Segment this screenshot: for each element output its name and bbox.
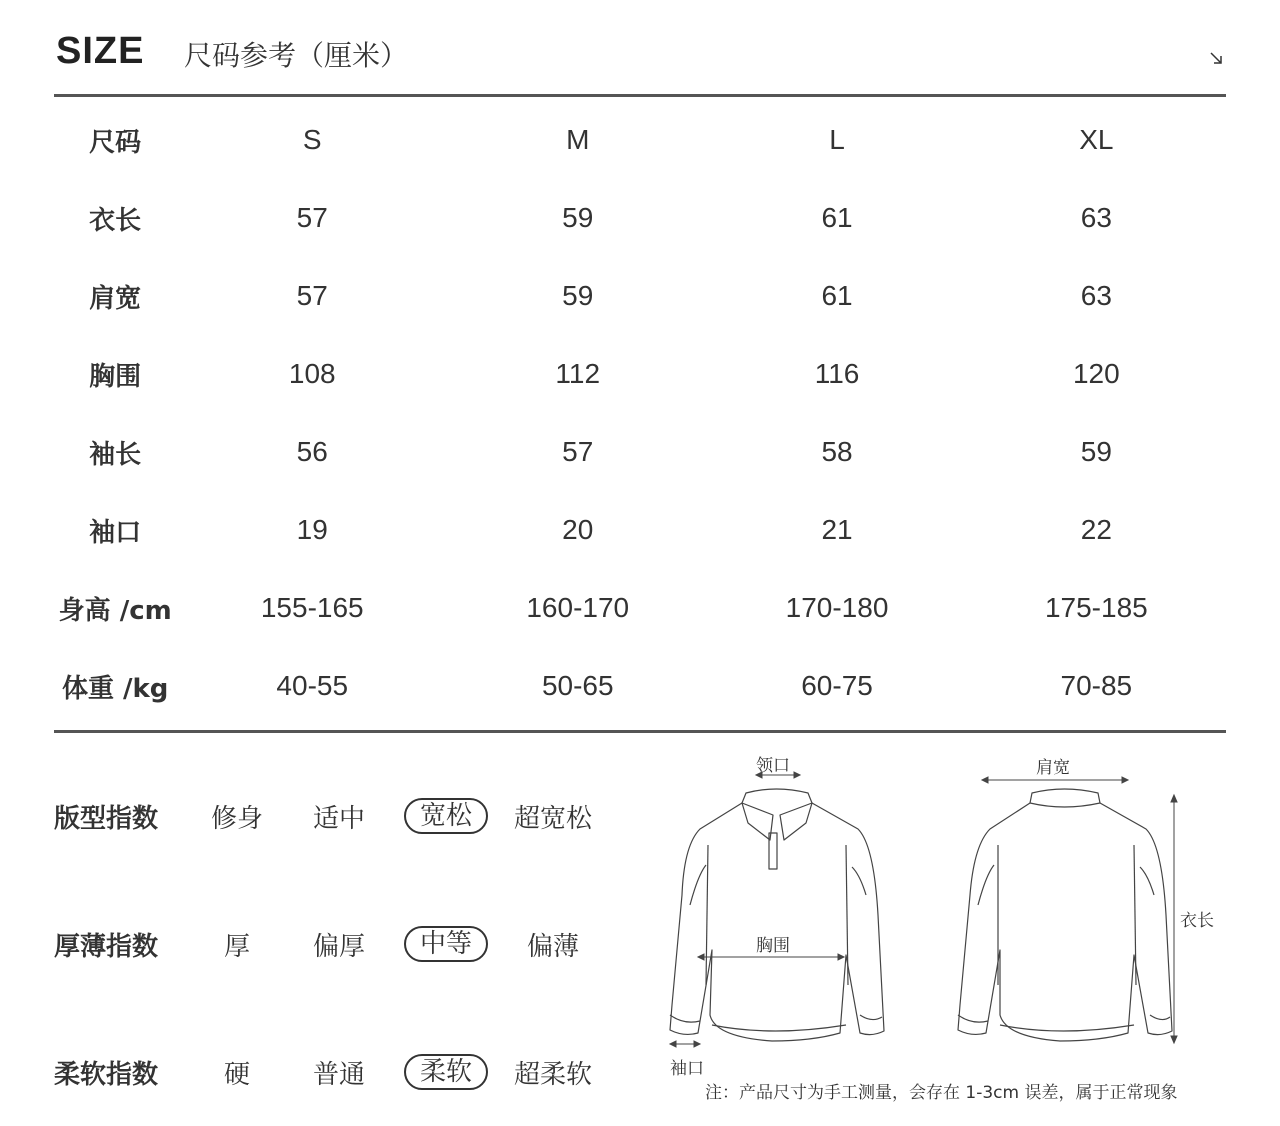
row-label: 肩宽 — [89, 283, 142, 314]
table-row — [54, 647, 1226, 725]
index-option: 适中 — [312, 804, 365, 834]
index-row — [54, 912, 614, 972]
index-row — [54, 784, 614, 844]
table-cell: 116 — [814, 358, 860, 389]
measurement-note: 注：产品尺寸为手工测量，会存在 1-3cm 误差，属于正常现象 — [705, 1083, 1178, 1103]
middle-divider — [54, 730, 1226, 733]
header-cell-size: L — [829, 124, 845, 155]
row-label: 袖长 — [89, 439, 142, 470]
header-cell-label: 尺码 — [89, 127, 142, 158]
shoulder-label: 肩宽 — [1036, 758, 1070, 778]
table-cell: 57 — [562, 436, 594, 467]
header-cell-size: XL — [1079, 124, 1114, 155]
table-cell: 61 — [821, 202, 853, 233]
index-option-selected: 柔软 — [404, 1054, 488, 1090]
index-label: 版型指数 — [54, 804, 159, 834]
table-cell: 20 — [562, 514, 594, 545]
table-cell: 50-65 — [541, 670, 614, 701]
table-row — [54, 413, 1226, 491]
index-row — [54, 1040, 614, 1100]
index-option-selected: 宽松 — [404, 798, 488, 834]
size-reference-subtitle: 尺码参考（厘米） — [184, 39, 409, 72]
table-cell: 63 — [1080, 202, 1112, 233]
length-label: 衣长 — [1180, 911, 1214, 931]
index-option: 偏厚 — [312, 932, 365, 962]
table-cell: 57 — [296, 280, 328, 311]
header — [56, 28, 1226, 78]
table-cell: 40-55 — [276, 670, 349, 701]
collar-label: 领口 — [756, 756, 790, 776]
table-cell: 60-75 — [801, 670, 873, 701]
table-cell: 70-85 — [1060, 670, 1133, 701]
table-cell: 63 — [1080, 280, 1112, 311]
row-label: 衣长 — [89, 205, 142, 236]
table-cell: 58 — [821, 436, 853, 467]
table-cell: 155-165 — [260, 592, 364, 623]
polo-sweatshirt-illustration — [660, 745, 1260, 1115]
index-option: 超柔软 — [513, 1060, 592, 1090]
row-label: 体重 /kg — [61, 673, 169, 704]
table-cell: 19 — [296, 514, 328, 545]
index-option: 硬 — [223, 1060, 250, 1090]
table-cell: 112 — [555, 358, 601, 389]
index-option: 修身 — [210, 804, 263, 834]
index-option: 厚 — [223, 932, 250, 962]
index-option: 偏薄 — [526, 932, 579, 962]
row-label: 身高 /cm — [58, 595, 172, 626]
table-cell: 61 — [821, 280, 853, 311]
table-row — [54, 569, 1226, 647]
table-row — [54, 335, 1226, 413]
index-label: 柔软指数 — [54, 1060, 159, 1090]
table-cell: 120 — [1072, 358, 1120, 389]
table-row — [54, 179, 1226, 257]
index-option-selected: 中等 — [404, 926, 488, 962]
table-cell: 56 — [296, 436, 328, 467]
table-cell: 108 — [288, 358, 336, 389]
table-cell: 59 — [1080, 436, 1112, 467]
garment-diagram — [660, 745, 1260, 1115]
header-cell-size: M — [566, 124, 590, 155]
index-label: 厚薄指数 — [54, 932, 159, 962]
brand-title: SIZE — [56, 30, 145, 72]
top-divider — [54, 94, 1226, 97]
table-cell: 57 — [296, 202, 328, 233]
chest-label: 胸围 — [756, 936, 790, 956]
table-cell: 175-185 — [1044, 592, 1148, 623]
index-option: 超宽松 — [513, 804, 592, 834]
row-label: 胸围 — [89, 361, 142, 392]
table-header-row — [54, 101, 1226, 179]
table-row — [54, 257, 1226, 335]
table-cell: 21 — [821, 514, 853, 545]
table-cell: 22 — [1080, 514, 1112, 545]
table-cell: 170-180 — [785, 592, 889, 623]
row-label: 袖口 — [89, 517, 142, 548]
cuff-label: 袖口 — [670, 1059, 704, 1079]
index-option: 普通 — [312, 1060, 365, 1090]
table-cell: 59 — [562, 202, 594, 233]
header-cell-size: S — [302, 124, 322, 155]
size-table — [54, 101, 1226, 725]
table-row — [54, 491, 1226, 569]
table-cell: 59 — [562, 280, 594, 311]
table-cell: 160-170 — [526, 592, 630, 623]
arrow-down-right-icon — [1208, 50, 1224, 66]
